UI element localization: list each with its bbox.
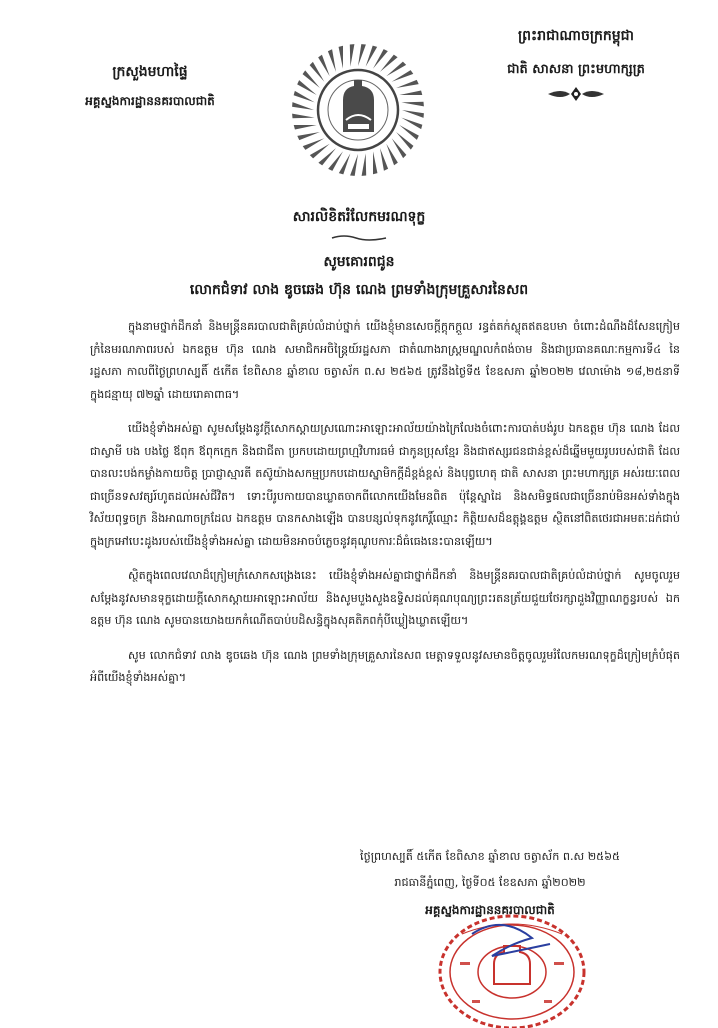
- kingdom-name: ព្រះរាជាណាចក្រកម្ពុជា: [517, 28, 634, 44]
- place-date: រាជធានីភ្នំពេញ, ថ្ងៃទី០៥ ខែឧសភា ឆ្នាំ២០២២: [394, 876, 586, 889]
- letter-body: [90, 316, 680, 702]
- police-emblem-icon: [288, 40, 428, 180]
- body-paragraph: សូម លោកជំទាវ លាង ឌូចឆេង ហ៊ុន ណេង ព្រមទាំងក្រុមគ្រួសារនៃសព មេត្តាទទួលនូវសមានចិត្តចូលរួមរំលែកមរណទុក្ខដ៏ក្រៀមក្រំបំផុតអំពីយើងខ្ញុំទាំងអស់គ្នា។: [90, 648, 680, 684]
- kingdom-header: [456, 26, 696, 106]
- body-paragraph: ក្នុងនាមថ្នាក់ដឹកនាំ និងមន្ត្រីនគរបាលជាតិគ្រប់លំដាប់ថ្នាក់ យើងខ្ញុំមានសេចក្តីក្តុកក្តួល រន្ធត់តក់ស្លុតឥតឧបមា ចំពោះដំណឹងដ៏សែនក្រៀមក្រំនៃមរណភាពរបស់ ឯកឧត្តម ហ៊ុន ណេង សមាជិកអចិន្ត្រៃយ៍រដ្ឋសភា ជាតំណាងរាស្ត្រមណ្ឌលកំពង់ចាម និងជាប្រធានគណៈកម្មការទី៤ នៃរដ្ឋសភា កាលពីថ្ងៃព្រហស្បតិ៍ ៥កើត ខែពិសាខ ឆ្នាំខាល ចត្វាស័ក ព.ស ២៥៦៥ ត្រូវនឹងថ្ងៃទី៥ ខែឧសភា ឆ្នាំ២០២២ វេលាម៉ោង ១៨,២៥នាទី ក្នុងជន្មាយុ ៧២ឆ្នាំ ដោយរោគាពាធ។: [90, 320, 680, 401]
- ministry-name: ក្រសួងមហាផ្ទៃ: [112, 64, 188, 80]
- department-name: អគ្គស្នងការដ្ឋាននគរបាលជាតិ: [85, 94, 215, 108]
- national-motto: ជាតិ សាសនា ព្រះមហាក្សត្រ: [507, 62, 645, 77]
- ornament-icon: [546, 86, 606, 102]
- lunar-date: ថ្ងៃព្រហស្បតិ៍ ៥កើត ខែពិសាខ ឆ្នាំខាល ចត្វាស័ក ព.ស ២៥៦៥: [360, 850, 620, 863]
- body-paragraph: ស្ថិតក្នុងពេលវេលាដ៏ក្រៀមក្រំសោកសង្រេងនេះ យើងខ្ញុំទាំងអស់គ្នាជាថ្នាក់ដឹកនាំ និងមន្ត្រីនគរបាលជាតិគ្រប់លំដាប់ថ្នាក់ សូមចូលរួមសម្តែងនូវសមានទុក្ខដោយក្តីសោកស្តាយអាឡោះអាល័យ និងសូមបួងសួងឧទ្ទិសដល់គុណបុណ្យព្រះរតនត្រ័យជួយថែរក្សាដួងវិញ្ញាណក្ខន្ធរបស់ ឯកឧត្តម ហ៊ុន ណេង សូមបានយោងយកកំណើតបាប់បដិសន្ធិក្នុងសុគតិភពកុំបីឃ្លៀងឃ្លាតឡើយ។: [90, 569, 680, 627]
- salutation: សូមគោរពជូន: [323, 254, 395, 270]
- signatory: អគ្គស្នងការដ្ឋាននគរបាលជាតិ: [425, 903, 555, 917]
- document-title: សារលិខិតរំលែកមរណទុក្ខ: [292, 209, 426, 225]
- body-paragraph: យើងខ្ញុំទាំងអស់គ្នា សូមសម្តែងនូវក្តីសោកស្តាយស្រណោះអាឡោះអាល័យយ៉ាងក្រៃលែងចំពោះការបាត់បង់រូប ឯកឧត្តម ហ៊ុន ណេង ដែលជាស្វាមី បង បងថ្លៃ ឪពុក ឪពុកក្មេក និងជាជីតា ប្រកបដោយព្រហ្មវិហារធម៌ ជាកូនប្រុសខ្មែរ និងជាឥស្សរជនជាន់ខ្ពស់ដ៏ឆ្នើមមួយរូបរបស់ជាតិ ដែលបានលះបង់កម្លាំងកាយចិត្ត ប្រាជ្ញាស្មារតី តស៊ូយ៉ាងសកម្មប្រកបដោយស្នាមិកក្តីដ៏ខ្ពង់ខ្ពស់ និងបុព្វហេតុ ជាតិ សាសនា ព្រះមហាក្សត្រ អស់រយៈពេលជាច្រើនទសវត្សរ៍ហូតដល់អស់ជីវិត។ ទោះបីរូបកាយបានឃ្លាតចាកពីលោកយើងមែនពិត ប៉ុន្តែស្នាដៃ និងសមិទ្ធផលជាច្រើនរាប់មិនអស់ទាំងក្នុងវិស័យពុទ្ធចក្រ និងអាណាចក្រដែល ឯកឧត្តម បានកសាងឡើង បានបន្សល់ទុកនូវកេរ្តិ៍ឈ្មោះ កិត្តិយសដ៏ឧត្តុង្គឧត្តម ស្ថិតនៅពិតថេរជាអមតៈដក់ជាប់ក្នុងក្រអៅបេះដូងរបស់យើងខ្ញុំទាំងអស់គ្នា ដោយមិនអាចបំភ្លេចនូវគុណូបការៈដ៏ធំធេងនេះបានឡើយ។: [90, 422, 680, 548]
- official-seal-icon: [432, 904, 592, 1028]
- recipient: លោកជំទាវ លាង ឌូចឆេង ហ៊ុន ណេង ព្រមទាំងក្រុមគ្រួសារនៃសព: [189, 282, 529, 298]
- issuer-header: [40, 62, 260, 111]
- title-divider: [330, 234, 388, 242]
